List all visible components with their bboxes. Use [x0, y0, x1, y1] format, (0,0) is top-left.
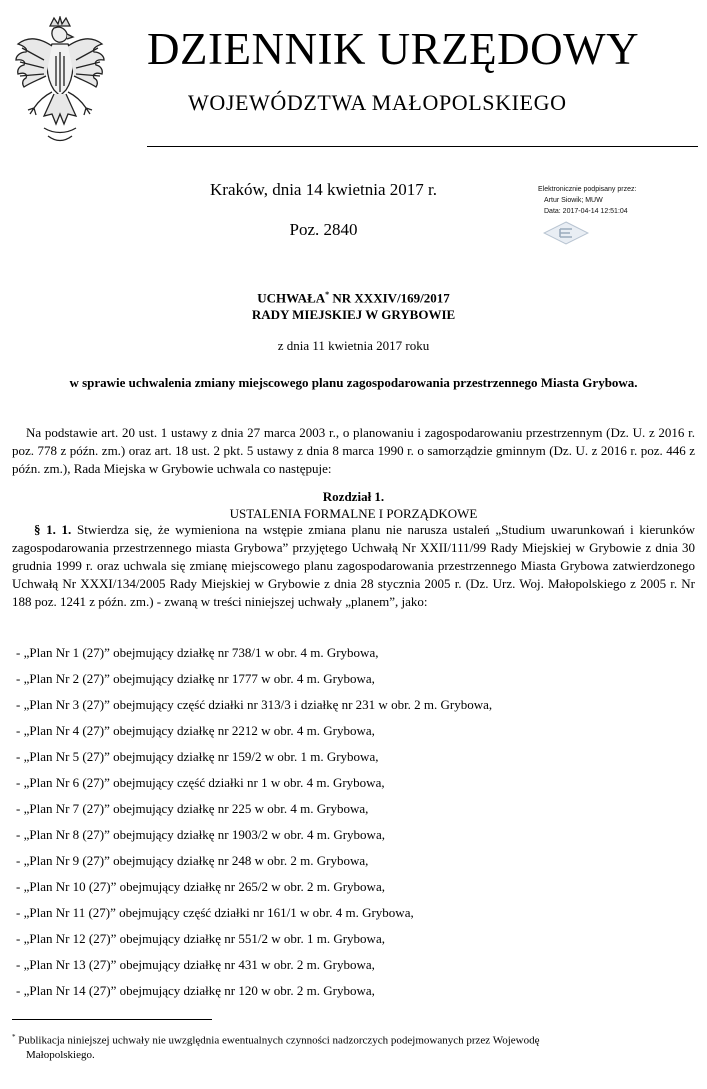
footnote-divider — [12, 1019, 212, 1020]
list-item: - „Plan Nr 12 (27)” obejmujący działkę nr 551/2 w obr. 1 m. Grybowa, — [16, 931, 385, 946]
resolution-title — [0, 286, 707, 323]
list-item: - „Plan Nr 1 (27)” obejmujący działkę nr 738/1 w obr. 4 m. Grybowa, — [16, 645, 379, 660]
section-1-paragraph — [12, 521, 695, 611]
footnote-reference: * — [325, 290, 330, 299]
resolution-number: NR XXXIV/169/2017 — [329, 290, 450, 306]
resolution-title-word: UCHWAŁA — [257, 290, 326, 306]
resolution-date: z dnia 11 kwietnia 2017 roku — [277, 338, 430, 353]
footnote — [12, 1030, 695, 1062]
journal-subtitle: WOJEWÓDZTWA MAŁOPOLSKIEGO — [188, 90, 567, 115]
section-text: Stwierdza się, że wymieniona na wstępie zmiana planu nie narusza ustaleń „Studium uwarunkowań i kierunków zagospodarowania przestrzennego miasta Grybowa” przyjętego Uchwałą Nr XXII/111/99 Rady Miejskiej w Grybowie z dnia 30 grudnia 1999 r. oraz uchwala się zmianę miejscowego planu zagospodarowania przestrzennego Miasta Grybowa zatwierdzonego Uchwałą Nr XXXI/134/2005 Rady Miejskiej w Grybowie z dnia 28 stycznia 2005 r. (Dz. Urz. Woj. Małopolskiego z 2005 r. Nr 188 poz. 1241 z późn. zm.) - zwaną w treści niniejszej uchwały „planem”, jako: — [12, 522, 696, 609]
resolution-subject: w sprawie uchwalenia zmiany miejscowego planu zagospodarowania przestrzennego Miasta Grybowa. — [69, 375, 638, 390]
list-item: - „Plan Nr 5 (27)” obejmujący działkę nr 159/2 w obr. 1 m. Grybowa, — [16, 749, 379, 764]
publication-place-date: Kraków, dnia 14 kwietnia 2017 r. — [210, 180, 437, 199]
list-item: - „Plan Nr 8 (27)” obejmujący działkę nr 1903/2 w obr. 4 m. Grybowa, — [16, 827, 385, 842]
masthead-divider — [147, 146, 698, 147]
plan-list — [16, 640, 696, 1004]
polish-eagle-emblem-icon — [14, 16, 106, 150]
chapter-number: Rozdział 1. — [322, 489, 385, 504]
preamble-paragraph: Na podstawie art. 20 ust. 1 ustawy z dnia 27 marca 2003 r., o planowaniu i zagospodarowaniu przestrzennym (Dz. U. z 2016 r. poz. 778 z późn. zm.) oraz art. 18 ust. 2 pkt. 5 ustawy z dnia 8 marca 1990 r. o samorządzie gminnym (Dz. U. z 2016 r. poz. 446 z późn. zm.), Rada Miejska w Grybowie uchwala co następuje: — [12, 425, 695, 476]
e-signature-logo-icon — [543, 221, 589, 245]
resolution-issuer: RADY MIEJSKIEJ W GRYBOWIE — [251, 307, 456, 323]
footnote-text-continued: Małopolskiego. — [26, 1048, 95, 1061]
list-item: - „Plan Nr 9 (27)” obejmujący działkę nr 248 w obr. 2 m. Grybowa, — [16, 853, 369, 868]
publication-position: Poz. 2840 — [289, 220, 358, 239]
list-item: - „Plan Nr 4 (27)” obejmujący działkę nr 2212 w obr. 4 m. Grybowa, — [16, 723, 375, 738]
footnote-mark: * — [12, 1033, 16, 1041]
signature-label: Elektronicznie podpisany przez: — [538, 186, 637, 193]
list-item: - „Plan Nr 13 (27)” obejmujący działkę nr 431 w obr. 2 m. Grybowa, — [16, 957, 375, 972]
footnote-text: Publikacja niniejszej uchwały nie uwzględnia ewentualnych czynności nadzorczych podejmowanych przez Wojewodę — [15, 1034, 540, 1047]
list-item: - „Plan Nr 10 (27)” obejmujący działkę nr 265/2 w obr. 2 m. Grybowa, — [16, 879, 385, 894]
journal-title: DZIENNIK URZĘDOWY — [147, 24, 640, 74]
signature-signer: Artur Siowik; MUW — [544, 197, 603, 204]
list-item: - „Plan Nr 7 (27)” obejmujący działkę nr 225 w obr. 4 m. Grybowa, — [16, 801, 369, 816]
section-mark: § 1. 1. — [34, 522, 72, 537]
electronic-signature-block — [538, 184, 698, 217]
list-item: - „Plan Nr 3 (27)” obejmujący część działki nr 313/3 i działkę nr 231 w obr. 2 m. Grybowa, — [16, 697, 493, 712]
list-item: - „Plan Nr 2 (27)” obejmujący działkę nr 1777 w obr. 4 m. Grybowa, — [16, 671, 375, 686]
list-item: - „Plan Nr 11 (27)” obejmujący część działki nr 161/1 w obr. 4 m. Grybowa, — [16, 905, 414, 920]
signature-date: Data: 2017-04-14 12:51:04 — [544, 208, 628, 215]
chapter-heading — [0, 488, 707, 522]
list-item: - „Plan Nr 6 (27)” obejmujący część działki nr 1 w obr. 4 m. Grybowa, — [16, 775, 385, 790]
list-item: - „Plan Nr 14 (27)” obejmujący działkę nr 120 w obr. 2 m. Grybowa, — [16, 983, 375, 998]
chapter-title: USTALENIA FORMALNE I PORZĄDKOWE — [229, 506, 478, 521]
